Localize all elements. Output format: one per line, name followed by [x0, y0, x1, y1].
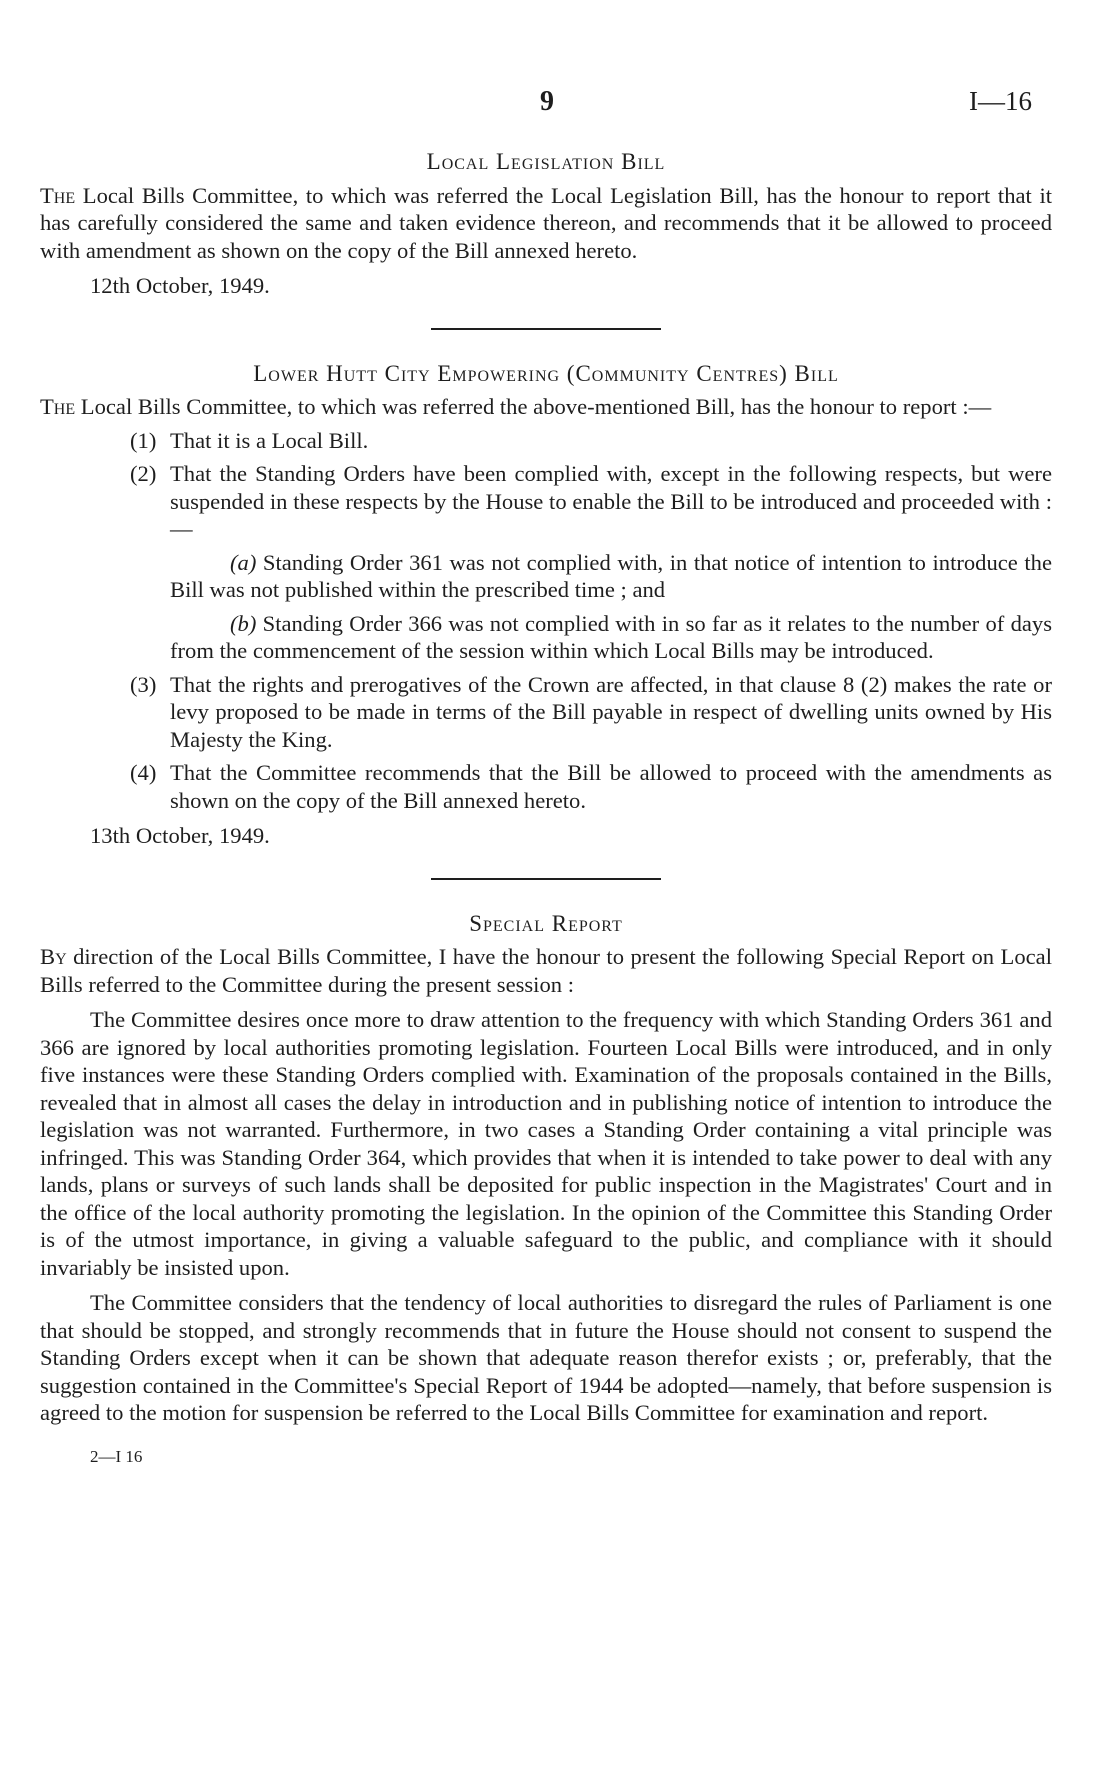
document-reference: I—16	[969, 86, 1032, 116]
section-title: Local Legislation Bill	[426, 149, 666, 174]
section-title: Lower Hutt City Empowering (Community Centres) Bill	[253, 360, 839, 386]
lead-word: The	[40, 394, 76, 419]
item-text: That the Standing Orders have been complied with, except in the following respects, but were suspended in these respects by the House to enable the Bill to be introduced and proceeded with :—	[170, 461, 1052, 541]
body-text: direction of the Local Bills Committee, I have the honour to present the following Special Report on Local Bills referred to the Committee during the present session :	[40, 944, 1052, 997]
list-item	[40, 460, 1052, 543]
item-text: That the rights and prerogatives of the Crown are affected, in that clause 8 (2) makes the rate or levy proposed to be made in terms of the Bill payable in respect of dwelling units owned by His Majesty the King.	[170, 671, 1052, 752]
sub-list-item	[40, 549, 1052, 604]
body-text: Local Bills Committee, to which was referred the above-mentioned Bill, has the honour to report :—	[75, 394, 992, 419]
section-body	[40, 182, 1052, 265]
sub-item-text: Standing Order 361 was not complied with, in that notice of intention to introduce the Bill was not published within the prescribed time ; and	[170, 549, 1052, 602]
item-text: That the Committee recommends that the Bill be allowed to proceed with the amendments as shown on the copy of the Bill annexed hereto.	[170, 760, 1052, 813]
list-item	[40, 427, 1052, 455]
item-number: (4)	[130, 760, 157, 785]
report-date: 13th October, 1949.	[90, 823, 270, 848]
section-local-legislation-bill	[40, 148, 1052, 300]
section-body	[40, 393, 1052, 421]
item-number: (1)	[130, 427, 157, 453]
sub-item-text: Standing Order 366 was not complied with in so far as it relates to the number of days from the commencement of the session within which Local Bills may be introduced.	[170, 610, 1052, 663]
body-text: Local Bills Committee, to which was referred the Local Legislation Bill, has the honour to report that it has carefully considered the same and taken evidence thereon, and recommends that it be allowed to proceed with amendment as shown on the copy of the Bill annexed hereto.	[40, 182, 1052, 263]
document-page	[40, 88, 1052, 1470]
lead-word: The	[40, 182, 76, 208]
paragraph: The Committee considers that the tendency of local authorities to disregard the rules of Parliament is one that should be stopped, and strongly recommends that in future the House should not consent to suspend the Standing Orders except when it can be shown that adequate reason therefor exists ; or, preferably, that the suggestion contained in the Committee's Special Report of 1944 be adopted—namely, that before suspension is agreed to the motion for suspension be referred to the Local Bills Committee for examination and report.	[40, 1290, 1052, 1425]
sub-item-label: (a)	[230, 549, 257, 575]
page-header	[40, 88, 1052, 128]
paragraph: The Committee desires once more to draw attention to the frequency with which Standing Orders 361 and 366 are ignored by local authorities promoting legislation. Fourteen Local Bills were introduced, and in only five instances were these Standing Orders complied with. Examination of the proposals contained in the Bills, revealed that in almost all cases the delay in introduction and in publishing notice of intention to introduce the legislation was not warranted. Furthermore, in two cases a Standing Order containing a vital principle was infringed. This was Standing Order 364, which provides that when it is intended to take power to deal with any lands, plans or surveys of such lands shall be deposited for public inspection in the Magistrates' Court and in the office of the local authority promoting the legislation. In the opinion of the Committee this Standing Order is of the utmost importance, in giving a valuable safeguard to the public, and compliance with it should invariably be insisted upon.	[40, 1007, 1052, 1280]
section-divider	[431, 878, 661, 880]
printer-signature: 2—I 16	[90, 1446, 143, 1466]
lead-word: By	[40, 944, 67, 969]
report-date: 12th October, 1949.	[90, 273, 270, 298]
section-lower-hutt-bill	[40, 360, 1052, 850]
section-special-report	[40, 910, 1052, 1427]
section-title: Special Report	[469, 910, 623, 936]
sub-item-label: (b)	[230, 610, 257, 636]
list-item	[40, 759, 1052, 814]
section-divider	[431, 328, 661, 330]
item-number: (2)	[130, 461, 157, 486]
list-item	[40, 671, 1052, 754]
page-number: 9	[540, 86, 554, 117]
section-body	[40, 943, 1052, 998]
item-text: That it is a Local Bill.	[170, 427, 369, 453]
item-number: (3)	[130, 671, 157, 697]
sub-list-item	[40, 610, 1052, 665]
